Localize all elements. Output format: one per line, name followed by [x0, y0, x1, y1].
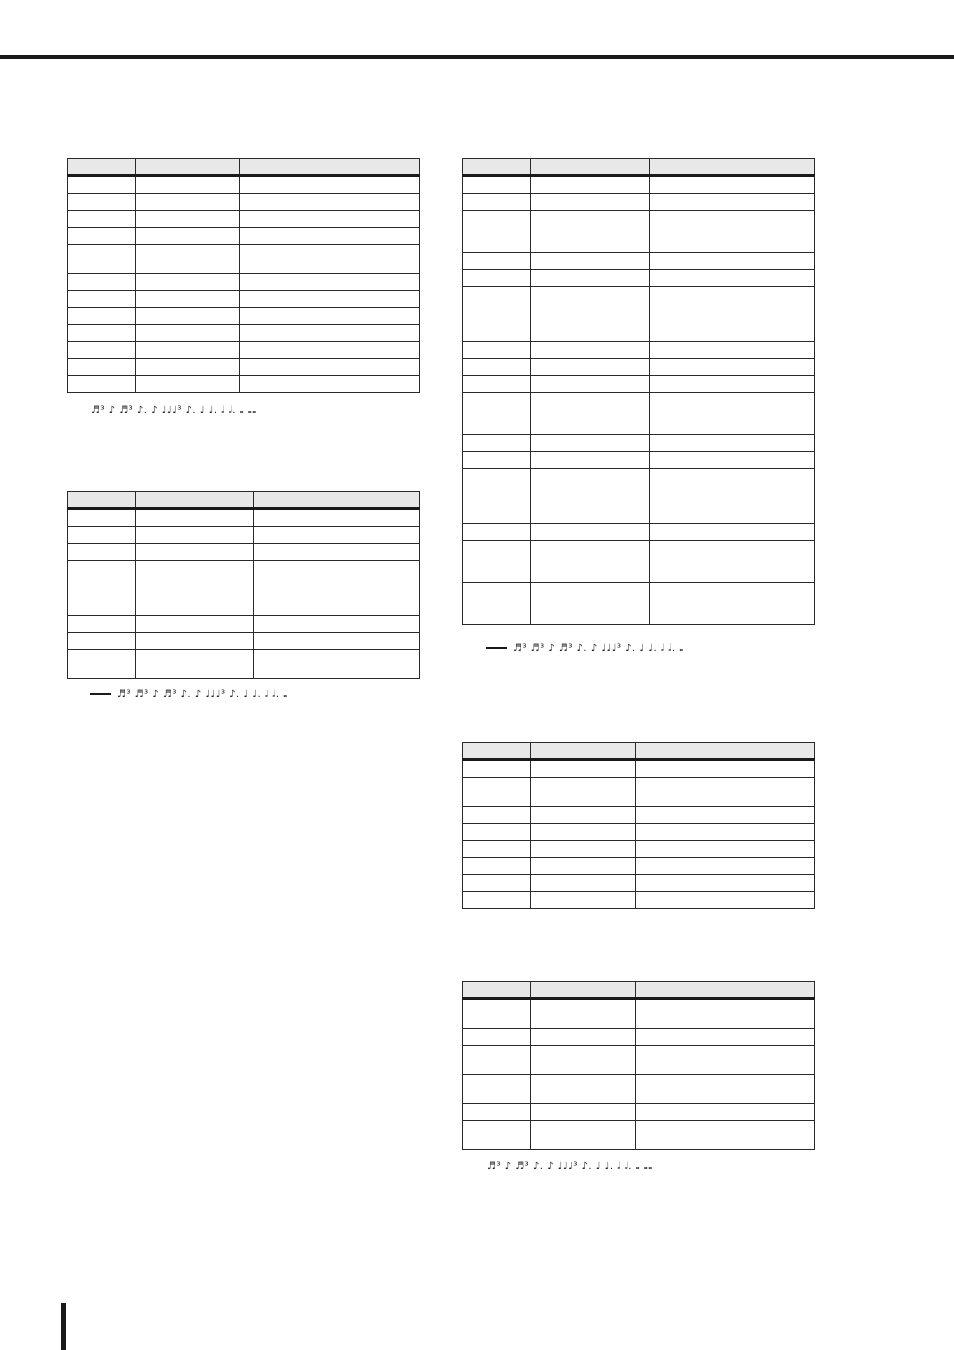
- table-row: [463, 376, 815, 393]
- table-row: [463, 892, 815, 909]
- table-row: [463, 999, 815, 1029]
- table-row: [463, 583, 815, 625]
- table-row: [68, 509, 420, 527]
- table-row: [68, 325, 420, 342]
- table-row: [463, 875, 815, 892]
- table-row: [463, 824, 815, 841]
- table-row: [463, 253, 815, 270]
- table-row: [463, 841, 815, 858]
- table-row: [68, 633, 420, 650]
- table-row: [463, 194, 815, 211]
- table-row: [68, 359, 420, 376]
- table-row: [463, 393, 815, 435]
- table-row: [68, 376, 420, 393]
- table-row: [463, 760, 815, 778]
- dash-mark: [486, 647, 507, 649]
- table-row: [68, 176, 420, 194]
- table-row: [463, 270, 815, 287]
- table-header-row: [463, 159, 815, 176]
- note-values-2: [90, 689, 288, 700]
- table-row: [463, 524, 815, 541]
- table-header-row: [463, 982, 815, 999]
- table-row: [68, 527, 420, 544]
- note-values-5: [487, 1161, 653, 1172]
- table-row: [68, 616, 420, 633]
- table-row: [463, 541, 815, 583]
- table-header-row: [68, 492, 420, 509]
- table-row: [463, 452, 815, 469]
- parameter-table-2: [67, 491, 420, 679]
- table-row: [68, 650, 420, 679]
- dash-mark: [90, 693, 111, 695]
- table-row: [68, 194, 420, 211]
- table-header-row: [68, 159, 420, 176]
- table-row: [68, 342, 420, 359]
- parameter-table-3: [462, 158, 815, 625]
- parameter-table-4: [462, 742, 815, 909]
- table-row: [463, 807, 815, 824]
- table-header-row: [463, 743, 815, 760]
- table-row: [463, 1046, 815, 1075]
- table-row: [68, 274, 420, 291]
- table-row: [463, 435, 815, 452]
- table-row: [463, 359, 815, 376]
- note-values-text: ♬³ ♪ ♬³ ♪. ♪ ♩♩♩³ ♪. ♩ ♩. 𝅗𝅥 𝅗𝅥. 𝅝 𝅝𝅝: [487, 1161, 653, 1172]
- note-values-text: ♬³ ♬³ ♪ ♬³ ♪. ♪ ♩♩♩³ ♪. ♩ ♩. 𝅗𝅥 𝅗𝅥. 𝅝: [117, 689, 288, 700]
- note-values-3: [486, 643, 684, 654]
- parameter-table-5: [462, 981, 815, 1150]
- table-row: [68, 211, 420, 228]
- table-row: [463, 287, 815, 342]
- parameter-table-1: [67, 158, 420, 393]
- table-row: [463, 1029, 815, 1046]
- table-row: [68, 561, 420, 616]
- table-row: [68, 308, 420, 325]
- table-row: [68, 228, 420, 245]
- note-values-text: ♬³ ♪ ♬³ ♪. ♪ ♩♩♩³ ♪. ♩ ♩. 𝅗𝅥 𝅗𝅥. 𝅝 𝅝𝅝: [91, 405, 257, 416]
- page-edge-marker: [61, 1303, 66, 1350]
- table-row: [463, 342, 815, 359]
- table-row: [463, 1075, 815, 1104]
- table-row: [463, 1104, 815, 1121]
- table-row: [463, 176, 815, 194]
- table-row: [463, 211, 815, 253]
- table-row: [463, 858, 815, 875]
- table-row: [68, 245, 420, 274]
- note-values-text: ♬³ ♬³ ♪ ♬³ ♪. ♪ ♩♩♩³ ♪. ♩ ♩. 𝅗𝅥 𝅗𝅥. 𝅝: [513, 643, 684, 654]
- table-row: [68, 544, 420, 561]
- table-row: [463, 469, 815, 524]
- table-row: [463, 1121, 815, 1150]
- table-row: [68, 291, 420, 308]
- note-values-1: [91, 405, 257, 416]
- header-rule: [0, 55, 954, 59]
- table-row: [463, 778, 815, 807]
